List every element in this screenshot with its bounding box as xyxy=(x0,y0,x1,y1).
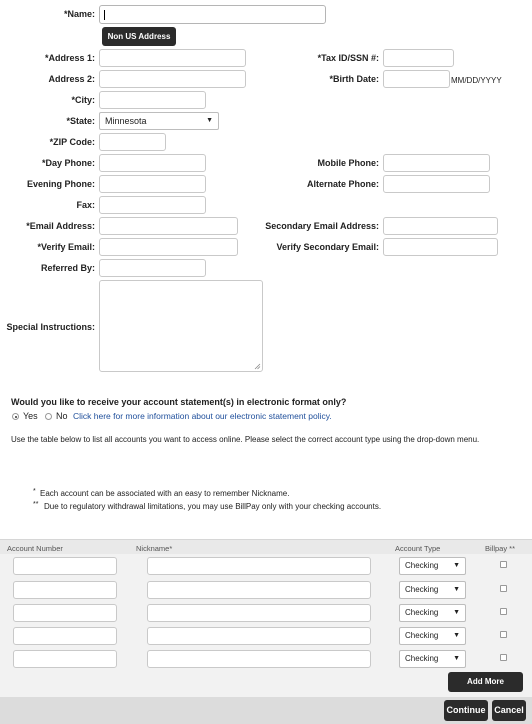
zip-input[interactable] xyxy=(99,133,166,151)
account-number-input[interactable] xyxy=(13,627,117,645)
account-number-input[interactable] xyxy=(13,650,117,668)
resize-handle-icon[interactable] xyxy=(254,363,261,370)
non-us-address-button[interactable]: Non US Address xyxy=(102,27,176,46)
statement-question: Would you like to receive your account statement(s) in electronic format only? xyxy=(11,397,347,407)
tax-id-input[interactable] xyxy=(383,49,454,67)
state-select-value: Minnesota xyxy=(105,116,147,126)
chevron-down-icon: ▼ xyxy=(453,562,460,569)
account-type-value: Checking xyxy=(405,631,439,640)
birth-date-format-hint: MM/DD/YYYY xyxy=(451,76,502,85)
account-type-select[interactable] xyxy=(399,581,466,599)
account-type-select[interactable] xyxy=(399,650,466,668)
referred-by-label: Referred By: xyxy=(40,263,95,273)
name-input[interactable] xyxy=(99,5,326,24)
city-label: *City: xyxy=(71,95,95,105)
day-phone-input[interactable] xyxy=(99,154,206,172)
alternate-phone-input[interactable] xyxy=(383,175,490,193)
cancel-button[interactable]: Cancel xyxy=(492,700,526,721)
fax-input[interactable] xyxy=(99,196,206,214)
note2-marker: ** xyxy=(33,501,39,508)
chevron-down-icon: ▼ xyxy=(206,117,213,124)
verify-email-label: *Verify Email: xyxy=(37,242,95,252)
mobile-phone-input[interactable] xyxy=(383,154,490,172)
statement-policy-link[interactable]: Click here for more information about our electronic statement policy. xyxy=(73,411,332,421)
chevron-down-icon: ▼ xyxy=(453,586,460,593)
nickname-input[interactable] xyxy=(147,627,371,645)
billpay-checkbox[interactable] xyxy=(500,608,507,615)
account-number-input[interactable] xyxy=(13,557,117,575)
account-type-select[interactable] xyxy=(399,627,466,645)
billpay-checkbox[interactable] xyxy=(500,654,507,661)
note2-text: Due to regulatory withdrawal limitations, you may use BillPay only with your checking accounts. xyxy=(44,502,382,511)
chevron-down-icon: ▼ xyxy=(453,609,460,616)
statement-yes-label: Yes xyxy=(23,411,38,421)
account-number-input[interactable] xyxy=(13,604,117,622)
nickname-input[interactable] xyxy=(147,557,371,575)
account-number-input[interactable] xyxy=(13,581,117,599)
statement-no-radio[interactable] xyxy=(45,413,52,420)
table-row xyxy=(0,602,532,624)
alternate-phone-label: Alternate Phone: xyxy=(306,179,379,189)
header-account-type: Account Type xyxy=(395,544,441,553)
address1-label: *Address 1: xyxy=(44,53,95,63)
state-select[interactable] xyxy=(99,112,219,130)
state-label: *State: xyxy=(66,116,95,126)
header-billpay: Billpay ** xyxy=(485,544,516,553)
nickname-input[interactable] xyxy=(147,604,371,622)
billpay-checkbox[interactable] xyxy=(500,585,507,592)
birth-date-input[interactable] xyxy=(383,70,450,88)
table-row xyxy=(0,555,532,577)
note1-marker: * xyxy=(33,488,36,495)
account-type-value: Checking xyxy=(405,608,439,617)
account-type-value: Checking xyxy=(405,654,439,663)
mobile-phone-label: Mobile Phone: xyxy=(317,158,379,168)
special-instructions-label: Special Instructions: xyxy=(6,322,95,332)
table-row xyxy=(0,648,532,670)
chevron-down-icon: ▼ xyxy=(453,655,460,662)
accounts-instructions: Use the table below to list all accounts you want to access online. Please select the correct account type using the drop-down menu. xyxy=(11,435,480,444)
name-label: *Name: xyxy=(63,9,95,19)
nickname-input[interactable] xyxy=(147,581,371,599)
account-type-select[interactable] xyxy=(399,604,466,622)
secondary-email-input[interactable] xyxy=(383,217,498,235)
special-instructions-textarea[interactable] xyxy=(99,280,263,372)
statement-no-label: No xyxy=(56,411,68,421)
address2-input[interactable] xyxy=(99,70,246,88)
evening-phone-label: Evening Phone: xyxy=(26,179,95,189)
table-row xyxy=(0,625,532,647)
billpay-checkbox[interactable] xyxy=(500,631,507,638)
text-cursor xyxy=(104,10,105,20)
continue-button[interactable]: Continue xyxy=(444,700,488,721)
verify-secondary-email-label: Verify Secondary Email: xyxy=(276,242,379,252)
table-row xyxy=(0,579,532,601)
account-type-value: Checking xyxy=(405,561,439,570)
birth-date-label: *Birth Date: xyxy=(329,74,379,84)
evening-phone-input[interactable] xyxy=(99,175,206,193)
city-input[interactable] xyxy=(99,91,206,109)
secondary-email-label: Secondary Email Address: xyxy=(265,221,379,231)
fax-label: Fax: xyxy=(76,200,95,210)
account-type-select[interactable] xyxy=(399,557,466,575)
accounts-table-header xyxy=(0,539,532,554)
email-label: *Email Address: xyxy=(26,221,95,231)
address2-label: Address 2: xyxy=(48,74,95,84)
tax-id-label: *Tax ID/SSN #: xyxy=(317,53,379,63)
referred-by-input[interactable] xyxy=(99,259,206,277)
header-account-number: Account Number xyxy=(7,544,63,553)
nickname-input[interactable] xyxy=(147,650,371,668)
zip-label: *ZIP Code: xyxy=(49,137,95,147)
statement-yes-radio[interactable] xyxy=(12,413,19,420)
note1-text: Each account can be associated with an easy to remember Nickname. xyxy=(40,489,290,498)
day-phone-label: *Day Phone: xyxy=(41,158,95,168)
verify-secondary-email-input[interactable] xyxy=(383,238,498,256)
add-more-accounts-button[interactable]: Add More xyxy=(448,672,523,692)
verify-email-input[interactable] xyxy=(99,238,238,256)
header-nickname: Nickname* xyxy=(136,544,173,553)
chevron-down-icon: ▼ xyxy=(453,632,460,639)
account-type-value: Checking xyxy=(405,585,439,594)
billpay-checkbox[interactable] xyxy=(500,561,507,568)
email-input[interactable] xyxy=(99,217,238,235)
address1-input[interactable] xyxy=(99,49,246,67)
